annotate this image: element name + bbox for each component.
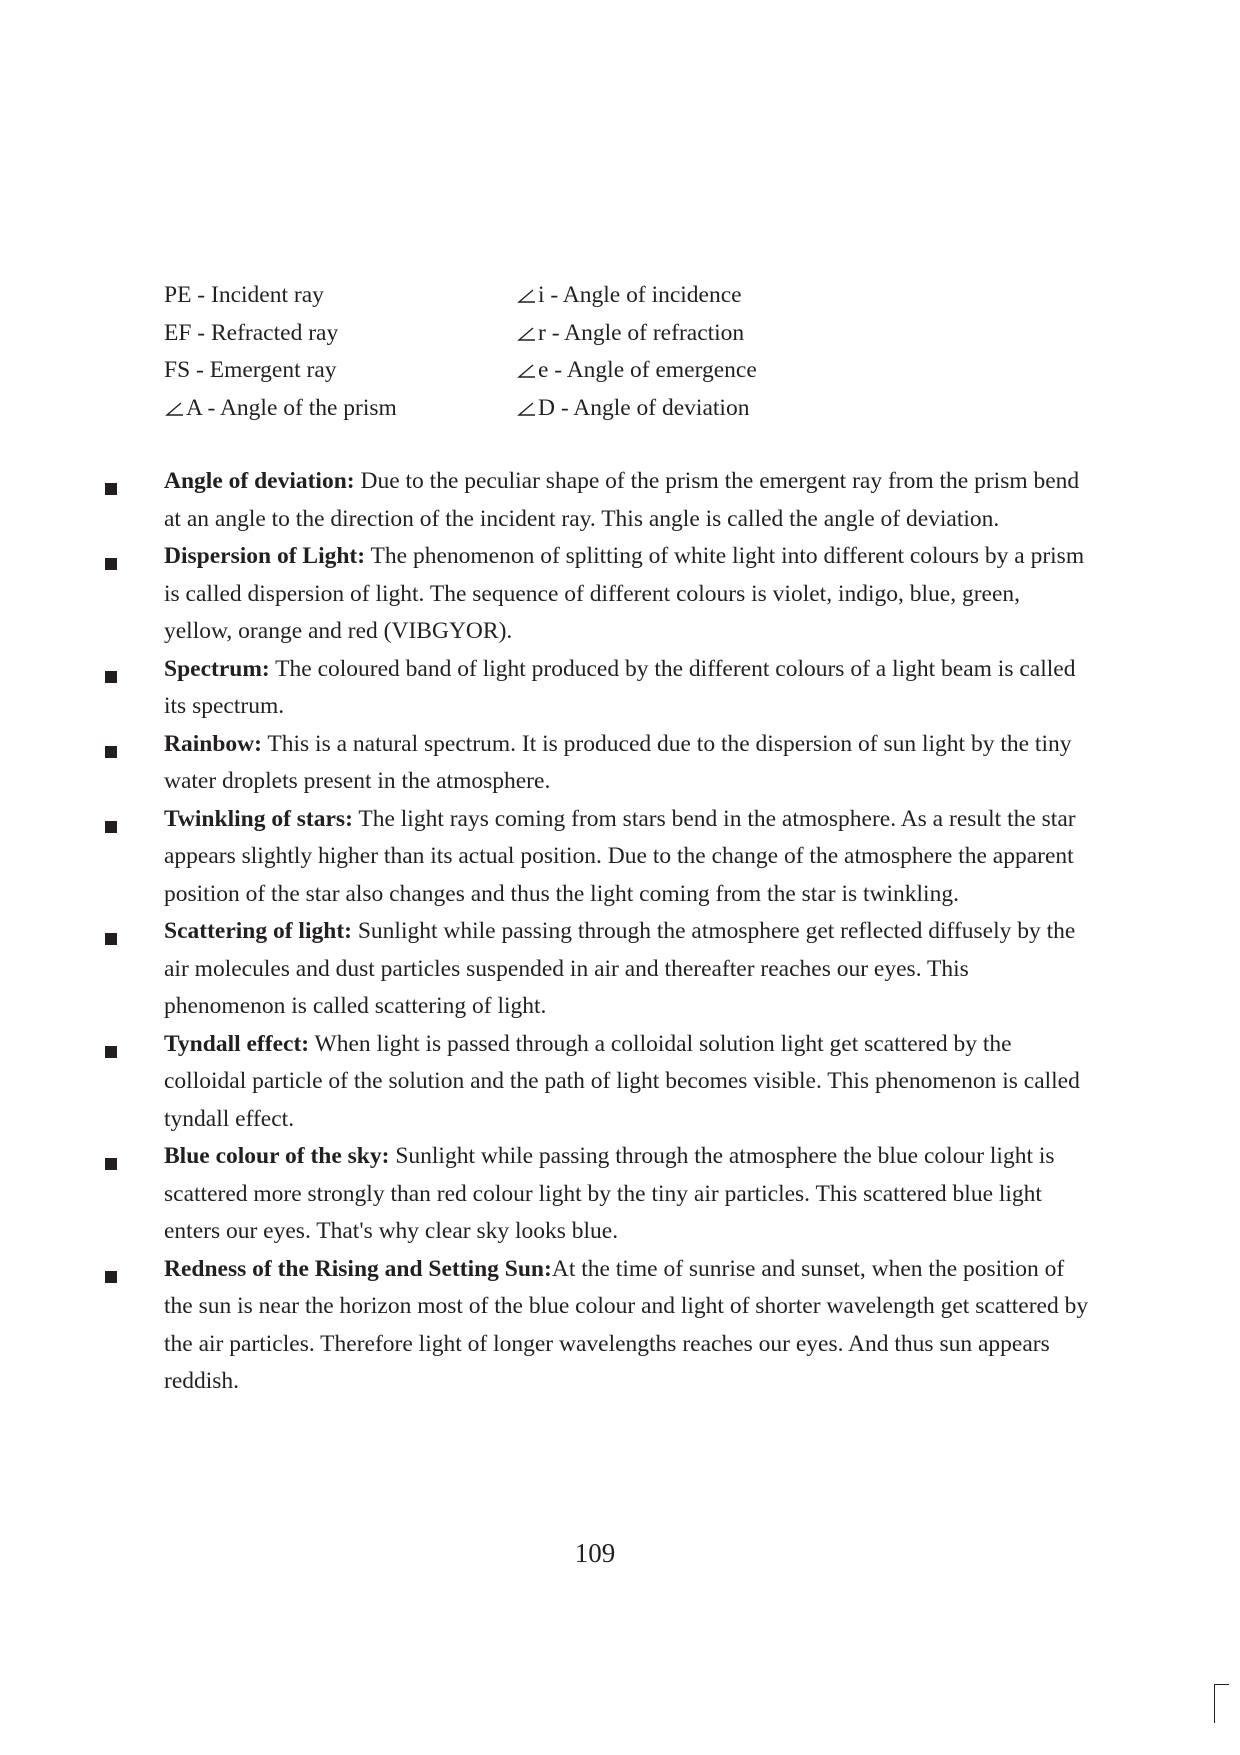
square-bullet-icon xyxy=(105,1046,117,1058)
item-text: The phenomenon of splitting of white light into different colours by a prism is called dispersion of light. The sequence of different colours is violet, indigo, blue, green, yellow, orange and red (VIBGYOR). xyxy=(164,543,1085,644)
list-item xyxy=(164,1026,1094,1139)
legend-row xyxy=(164,352,864,390)
square-bullet-icon xyxy=(105,671,117,683)
list-item xyxy=(164,913,1094,1026)
legend-left-entry xyxy=(164,315,338,353)
item-text: When light is passed through a colloidal solution light get scattered by the colloidal particle of the solution and the path of light becomes visible. This phenomenon is called tyndall effect. xyxy=(164,1030,1080,1132)
square-bullet-icon xyxy=(105,821,117,833)
list-item xyxy=(164,651,1094,726)
item-term: Angle of deviation: xyxy=(164,468,355,494)
legend-text: D - Angle of deviation xyxy=(538,394,750,421)
item-term: Spectrum: xyxy=(164,655,270,682)
definitions-list xyxy=(164,463,1094,1401)
angle-icon xyxy=(516,362,536,380)
list-item xyxy=(164,726,1094,801)
angle-icon xyxy=(516,287,536,305)
square-bullet-icon xyxy=(105,1158,117,1170)
item-term: Blue colour of the sky: xyxy=(164,1143,390,1169)
item-text: This is a natural spectrum. It is produced due to the dispersion of sun light by the tiny water droplets present in the atmosphere. xyxy=(164,730,1072,794)
legend-text: EF - Refracted ray xyxy=(164,319,339,346)
item-term: Twinkling of stars: xyxy=(164,805,353,832)
item-text: The light rays coming from stars bend in the atmosphere. As a result the star appears slightly higher than its actual position. Due to the change of the atmosphere the apparent position of the star also changes and thus the light coming from the star is twinkling. xyxy=(164,805,1076,907)
square-bullet-icon xyxy=(105,1271,117,1283)
angle-icon xyxy=(516,325,536,343)
square-bullet-icon xyxy=(105,483,117,495)
item-term: Rainbow: xyxy=(164,730,262,757)
angle-icon xyxy=(164,400,184,418)
legend-left-entry xyxy=(164,277,324,315)
legend-text: A - Angle of the prism xyxy=(186,394,397,421)
item-text: At the time of sunrise and sunset, when the position of the sun is near the horizon most of the blue colour and light of shorter wavelength get scattered by the air particles. Therefore light of longer wavelengths reaches our eyes. And thus sun appears reddish. xyxy=(164,1255,1089,1394)
item-term: Dispersion of Light: xyxy=(164,543,366,569)
list-item xyxy=(164,1251,1094,1401)
legend-right-entry xyxy=(516,315,744,353)
crop-mark xyxy=(1214,1684,1229,1723)
legend-right-entry xyxy=(516,390,749,428)
legend-right-entry xyxy=(516,277,742,315)
symbol-legend xyxy=(164,277,864,427)
list-item xyxy=(164,538,1094,651)
item-term: Tyndall effect: xyxy=(164,1030,310,1057)
angle-icon xyxy=(516,400,536,418)
item-text: The coloured band of light produced by the different colours of a light beam is called its spectrum. xyxy=(164,655,1076,719)
legend-left-entry xyxy=(164,352,337,390)
list-item xyxy=(164,463,1094,538)
item-term: Scattering of light: xyxy=(164,918,352,944)
page-number: 109 xyxy=(574,1538,616,1568)
item-text: Due to the peculiar shape of the prism the emergent ray from the prism bend at an angle to the direction of the incident ray. This angle is called the angle of deviation. xyxy=(164,468,1080,532)
square-bullet-icon xyxy=(105,558,117,570)
square-bullet-icon xyxy=(105,933,117,945)
legend-row xyxy=(164,315,864,353)
legend-text: PE - Incident ray xyxy=(164,282,324,308)
square-bullet-icon xyxy=(105,746,117,758)
legend-right-entry xyxy=(516,352,757,390)
list-item xyxy=(164,1138,1094,1251)
item-text: Sunlight while passing through the atmosphere the blue colour light is scattered more strongly than red colour light by the tiny air particles. This scattered blue light enters our eyes. That's why clear sky looks blue. xyxy=(164,1143,1055,1244)
legend-row xyxy=(164,277,864,315)
legend-text: FS - Emergent ray xyxy=(164,357,337,383)
legend-text: i - Angle of incidence xyxy=(538,282,742,308)
item-term: Redness of the Rising and Setting Sun: xyxy=(164,1255,552,1282)
legend-row xyxy=(164,390,864,428)
list-item xyxy=(164,801,1094,914)
item-text: Sunlight while passing through the atmosphere get reflected diffusely by the air molecules and dust particles suspended in air and thereafter reaches our eyes. This phenomenon is called scattering of light. xyxy=(164,918,1076,1019)
legend-left-entry xyxy=(164,390,397,428)
legend-text: e - Angle of emergence xyxy=(538,357,757,383)
legend-text: r - Angle of refraction xyxy=(538,319,745,346)
